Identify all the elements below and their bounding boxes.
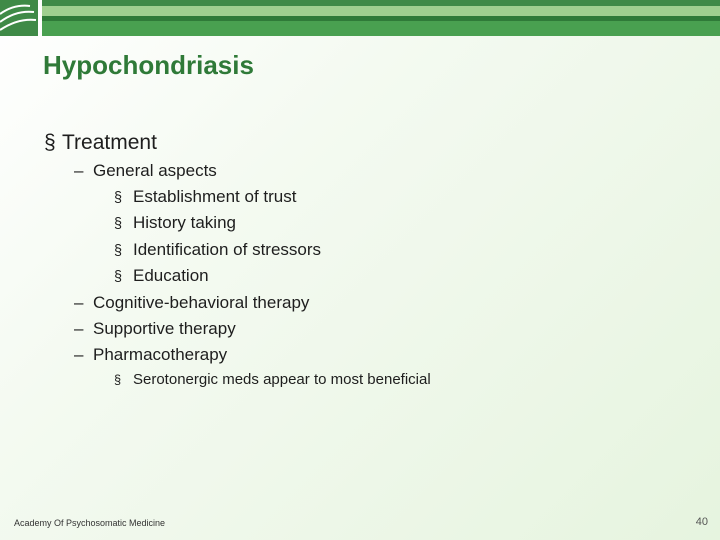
bullet-marker: § [114,243,123,259]
dash-marker: – [74,319,84,338]
bullet-education [114,266,209,286]
bullet-text: Cognitive-behavioral therapy [93,293,310,312]
bullet-stressors [114,240,321,260]
dash-marker: – [74,293,84,312]
footer-text: Academy Of Psychosomatic Medicine [14,518,166,528]
bullet-general-aspects [74,161,217,181]
bullet-treatment [44,131,157,155]
bullet-supportive [74,319,236,339]
bullet-text: Education [133,266,209,285]
bullet-marker: § [114,269,123,285]
bullet-text: General aspects [93,161,217,180]
bullet-pharmaco [74,345,227,365]
bullet-text: Treatment [62,131,157,154]
bullet-serotonergic [114,371,431,388]
bullet-cbt [74,293,309,313]
bullet-text: History taking [133,213,236,232]
bullet-text: Supportive therapy [93,319,236,338]
dash-marker: – [74,161,84,180]
slide-title: Hypochondriasis [43,50,254,80]
bullet-marker: § [114,372,122,387]
bullet-history [114,213,236,233]
bullet-text: Pharmacotherapy [93,345,228,364]
page-number: 40 [695,516,708,528]
dash-marker: – [74,345,84,364]
bullet-text: Serotonergic meds appear to most beneficial [133,371,431,388]
bullet-marker: § [44,131,56,154]
bullet-text: Identification of stressors [133,240,322,259]
bullet-marker: § [114,190,123,206]
bullet-marker: § [114,216,123,232]
bullet-text: Establishment of trust [133,187,297,206]
bullet-trust [114,187,296,207]
